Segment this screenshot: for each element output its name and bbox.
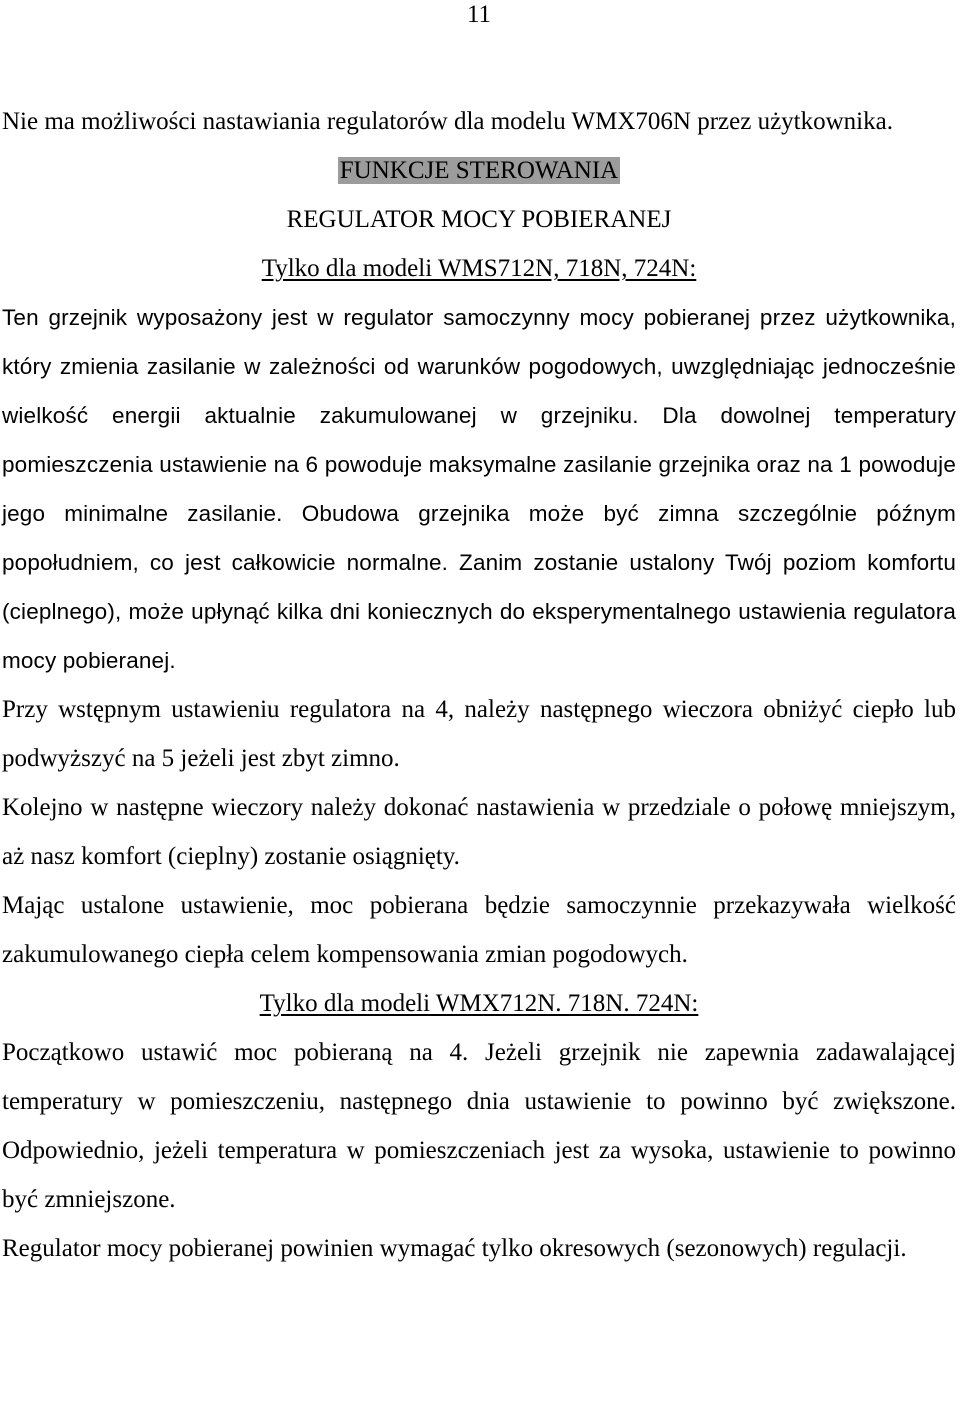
- models-heading-line-1: [2, 244, 956, 293]
- paragraph-2: Przy wstępnym ustawieniu regulatora na 4, należy następnego wieczora obniżyć ciepło lub podwyższyć na 5 jeżeli jest zbyt zimno.: [2, 696, 956, 772]
- subsection-title: REGULATOR MOCY POBIERANEJ: [286, 206, 672, 233]
- page-number: 11: [466, 1, 492, 28]
- models-heading-1: Tylko dla modeli WMS712N, 718N, 724N:: [261, 255, 697, 282]
- section-title-line: [2, 146, 956, 195]
- paragraph-1: Ten grzejnik wyposażony jest w regulator samoczynny mocy pobieranej przez użytkownika, który zmienia zasilanie w zależności od warunków pogodowych, uwzględniając jednocześnie wielkość energii aktualnie zakumulowanej w grzejniku. Dla dowolnej temperatury pomieszczenia ustawienie na 6 powoduje maksymalne zasilanie grzejnika oraz na 1 powoduje jego minimalne zasilanie. Obudowa grzejnika może być zimna szczególnie późnym popołudniem, co jest całkowicie normalne. Zanim zostanie ustalony Twój poziom komfortu (cieplnego), może upłynąć kilka dni koniecznych do eksperymentalnego ustawienia regulatora mocy pobieranej.: [2, 305, 956, 673]
- intro-paragraph: Nie ma możliwości nastawiania regulatorów dla modelu WMX706N przez użytkownika.: [2, 108, 893, 135]
- paragraph-5: Początkowo ustawić moc pobieraną na 4. Jeżeli grzejnik nie zapewnia zadawalającej temperatury w pomieszczeniu, następnego dnia ustawienie to powinno być zwiększone. Odpowiednio, jeżeli temperatura w pomieszczeniach jest za wysoka, ustawienie to powinno być zmniejszone.: [2, 1039, 956, 1213]
- section-title: FUNKCJE STEROWANIA: [339, 157, 619, 184]
- models-heading-line-2: [2, 979, 956, 1028]
- paragraph-6: Regulator mocy pobieranej powinien wymagać tylko okresowych (sezonowych) regulacji.: [2, 1235, 907, 1262]
- models-heading-2: Tylko dla modeli WMX712N. 718N. 724N:: [259, 990, 699, 1017]
- paragraph-4: Mając ustalone ustawienie, moc pobierana będzie samoczynnie przekazywała wielkość zakumulowanego ciepła celem kompensowania zmian pogodowych.: [2, 892, 956, 968]
- paragraph-3: Kolejno w następne wieczory należy dokonać nastawienia w przedziale o połowę mniejszym, aż nasz komfort (cieplny) zostanie osiągnięty.: [2, 794, 956, 870]
- document-body: [2, 97, 956, 1273]
